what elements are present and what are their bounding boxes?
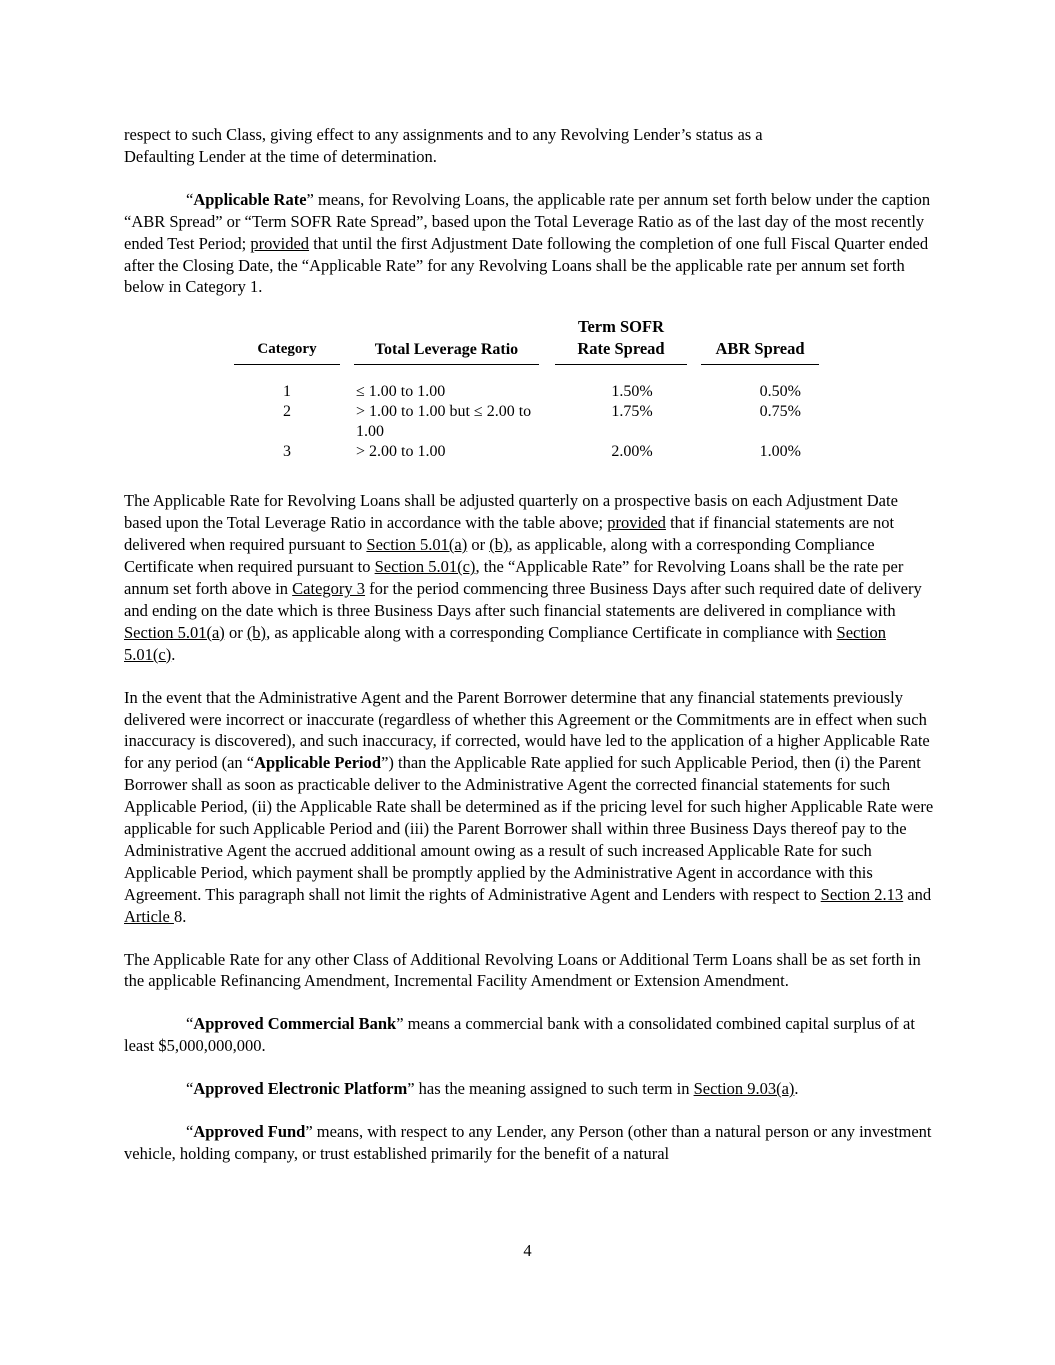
- applicable-rate-definition: “Applicable Rate” means, for Revolving Loans, the applicable rate per annum set forth below under the caption “ABR Spread” or “Term SOFR Rate Spread”, based upon the Total Leverage Ratio as of the last day of the most recently ended Test Period; provided that until the first Adjustment Date following the completion of one full Fiscal Quarter ended after the Closing Date, the “Applicable Rate” for any Revolving Loans shall be the applicable rate per annum set forth below in Category 1.: [124, 189, 931, 297]
- header-rule-abr: [701, 364, 819, 365]
- defined-term: Applicable Period: [254, 753, 382, 773]
- header-rule-sofr: [555, 364, 687, 365]
- row-2-sofr-spread: 1.75%: [611, 403, 653, 421]
- defined-term: Approved Electronic Platform: [193, 1079, 408, 1099]
- row-2-category: 2: [283, 403, 291, 421]
- link-category-3: Category 3: [292, 578, 366, 598]
- adjustment-paragraph: The Applicable Rate for Revolving Loans shall be adjusted quarterly on a prospective basis on each Adjustment Date based upon the Total Leverage Ratio in accordance with the table above; provided that if financial statements are not delivered when required pursuant to Section 5.01(a) or (b), as applicable, along with a corresponding Compliance Certificate when required pursuant to Section 5.01(c), the “Applicable Rate” for Revolving Loans shall be the rate per annum set forth above in Category 3 for the period commencing three Business Days after such required date of delivery and ending on the date which is three Business Days after such financial statements are delivered in compliance with Section 5.01(a) or (b), as applicable along with a corresponding Compliance Certificate in compliance with Section 5.01(c).: [124, 491, 922, 664]
- row-1-category: 1: [283, 383, 291, 401]
- defined-term: Approved Commercial Bank: [193, 1014, 397, 1034]
- inaccuracy-paragraph: In the event that the Administrative Agent and the Parent Borrower determine that any financial statements previously delivered were incorrect or inaccurate (regardless of whether this Agreement or the Commitments are in effect when such inaccuracy is discovered), and such inaccuracy, if corrected, would have led to the application of a higher Applicable Rate for any period (an “Applicable Period”) than the Applicable Rate applied for such Applicable Period, then (i) the Parent Borrower shall as soon as practicable deliver to the Administrative Agent the corrected financial statements for such Applicable Period, (ii) the Applicable Rate shall be determined as if the pricing level for such higher Applicable Rate were applicable for such Applicable Period and (iii) the Parent Borrower shall within three Business Days thereof pay to the Administrative Agent the accrued additional amount owing as a result of such increased Applicable Rate for such Applicable Period, which payment shall be promptly applied by the Administrative Agent in accordance with this Agreement. This paragraph shall not limit the rights of Administrative Agent and Lenders with respect to Section 2.13 and Article 8.: [124, 687, 934, 926]
- row-1-abr-spread: 0.50%: [759, 383, 801, 401]
- continuation-paragraph: respect to such Class, giving effect to any assignments and to any Revolving Lender’s status as a Defaulting Lender at the time of determination.: [124, 125, 763, 166]
- page-number: 4: [523, 1241, 532, 1260]
- link-article-8: Article: [124, 906, 174, 926]
- provided-emphasis: provided: [607, 513, 666, 533]
- link-section-5-01b: (b): [489, 535, 509, 555]
- document-page: [124, 124, 934, 1165]
- link-section-5-01a: Section 5.01(a): [366, 535, 468, 555]
- header-total-leverage-ratio: Total Leverage Ratio: [374, 341, 519, 359]
- row-1-ratio: ≤ 1.00 to 1.00: [356, 383, 446, 401]
- approved-electronic-platform-definition: “Approved Electronic Platform” has the meaning assigned to such term in Section 9.03(a).: [186, 1079, 799, 1099]
- link-section-2-13: Section 2.13: [820, 884, 904, 904]
- row-3-category: 3: [283, 443, 291, 461]
- row-2-ratio: > 1.00 to 1.00 but ≤ 2.00 to 1.00: [356, 403, 532, 441]
- header-term-sofr-rate-spread: Term SOFR Rate Spread: [577, 317, 665, 359]
- row-1-sofr-spread: 1.50%: [611, 383, 653, 401]
- link-section-5-01c: Section 5.01(c): [374, 557, 476, 577]
- row-3-abr-spread: 1.00%: [759, 443, 801, 461]
- pricing-grid-table: [124, 316, 934, 476]
- row-2-abr-spread: 0.75%: [759, 403, 801, 421]
- approved-fund-definition: “Approved Fund” means, with respect to any Lender, any Person (other than a natural person or any investment vehicle, holding company, or trust established primarily for the benefit of a natural: [124, 1122, 932, 1163]
- row-3-ratio: > 2.00 to 1.00: [356, 443, 446, 461]
- link-section-5-01a-second: Section 5.01(a): [124, 622, 225, 642]
- header-rule-ratio: [354, 364, 539, 365]
- header-category: Category: [257, 341, 317, 358]
- header-abr-spread: ABR Spread: [715, 339, 805, 359]
- approved-commercial-bank-definition: “Approved Commercial Bank” means a commercial bank with a consolidated combined capital surplus of at least $5,000,000,000.: [124, 1014, 915, 1056]
- link-section-5-01b-second: (b): [246, 622, 267, 642]
- link-section-9-03a: Section 9.03(a): [693, 1079, 795, 1099]
- other-class-paragraph: The Applicable Rate for any other Class of Additional Revolving Loans or Additional Term Loans shall be as set forth in the applicable Refinancing Amendment, Incremental Facility Amendment or Extension Amendment.: [124, 949, 921, 991]
- provided-emphasis: provided: [250, 233, 310, 253]
- link-section-5-01c-second: Section 5.01(c): [124, 622, 887, 664]
- defined-term: Approved Fund: [193, 1122, 306, 1142]
- defined-term: Applicable Rate: [193, 189, 307, 209]
- header-rule-category: [234, 364, 340, 365]
- row-3-sofr-spread: 2.00%: [611, 443, 653, 461]
